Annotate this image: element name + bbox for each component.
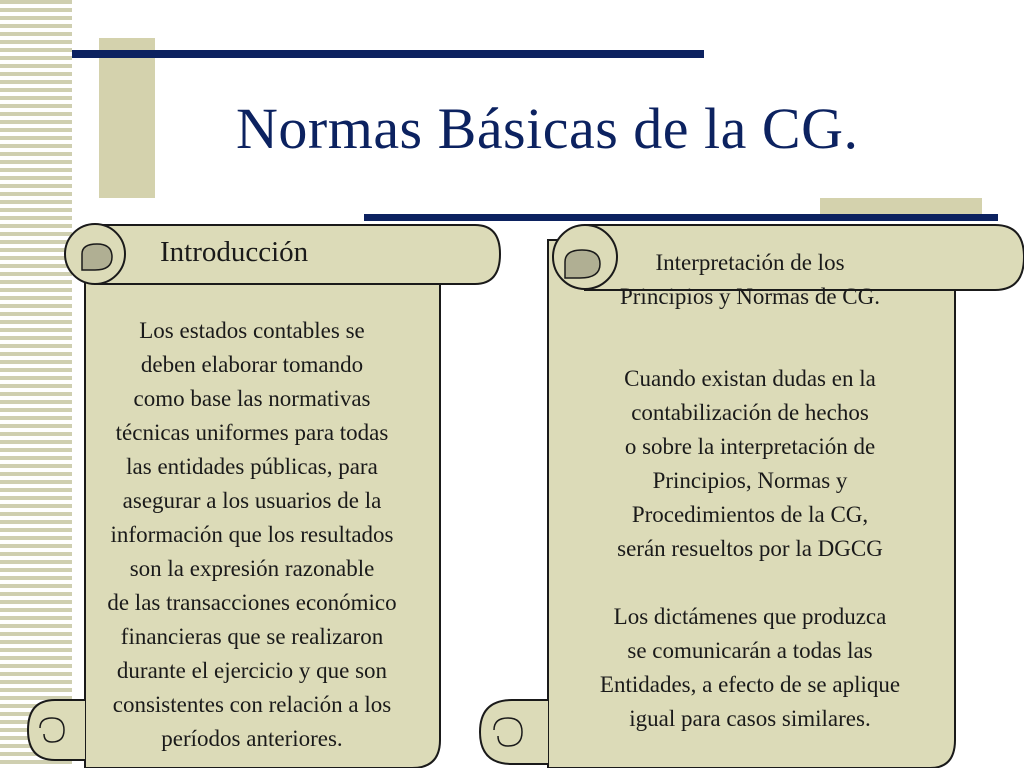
right-scroll-title: Interpretación de los Principios y Normas de CG. bbox=[619, 250, 880, 309]
right-scroll-paragraph-1: Cuando existan dudas en la contabilización de hechos o sobre la interpretación de Principios, Normas y Procedimientos de la CG, serán resueltos por la DGCG bbox=[617, 366, 883, 561]
left-scroll-title: Introducción bbox=[160, 236, 309, 268]
left-scroll-body: Los estados contables se deben elaborar tomando como base las normativas técnicas uniformes para todas las entidades públicas, para asegurar a los usuarios de la información que los resultados son la expresión razonable de las transacciones económico financieras que se realizaron durante el ejercicio y que son consistentes con relación a los períodos anteriores. bbox=[107, 318, 397, 751]
right-scroll-paragraph-2: Los dictámenes que produzca se comunicarán a todas las Entidades, a efecto de se aplique igual para casos similares. bbox=[599, 604, 901, 731]
slide-title: Normas Básicas de la CG. bbox=[236, 96, 859, 161]
